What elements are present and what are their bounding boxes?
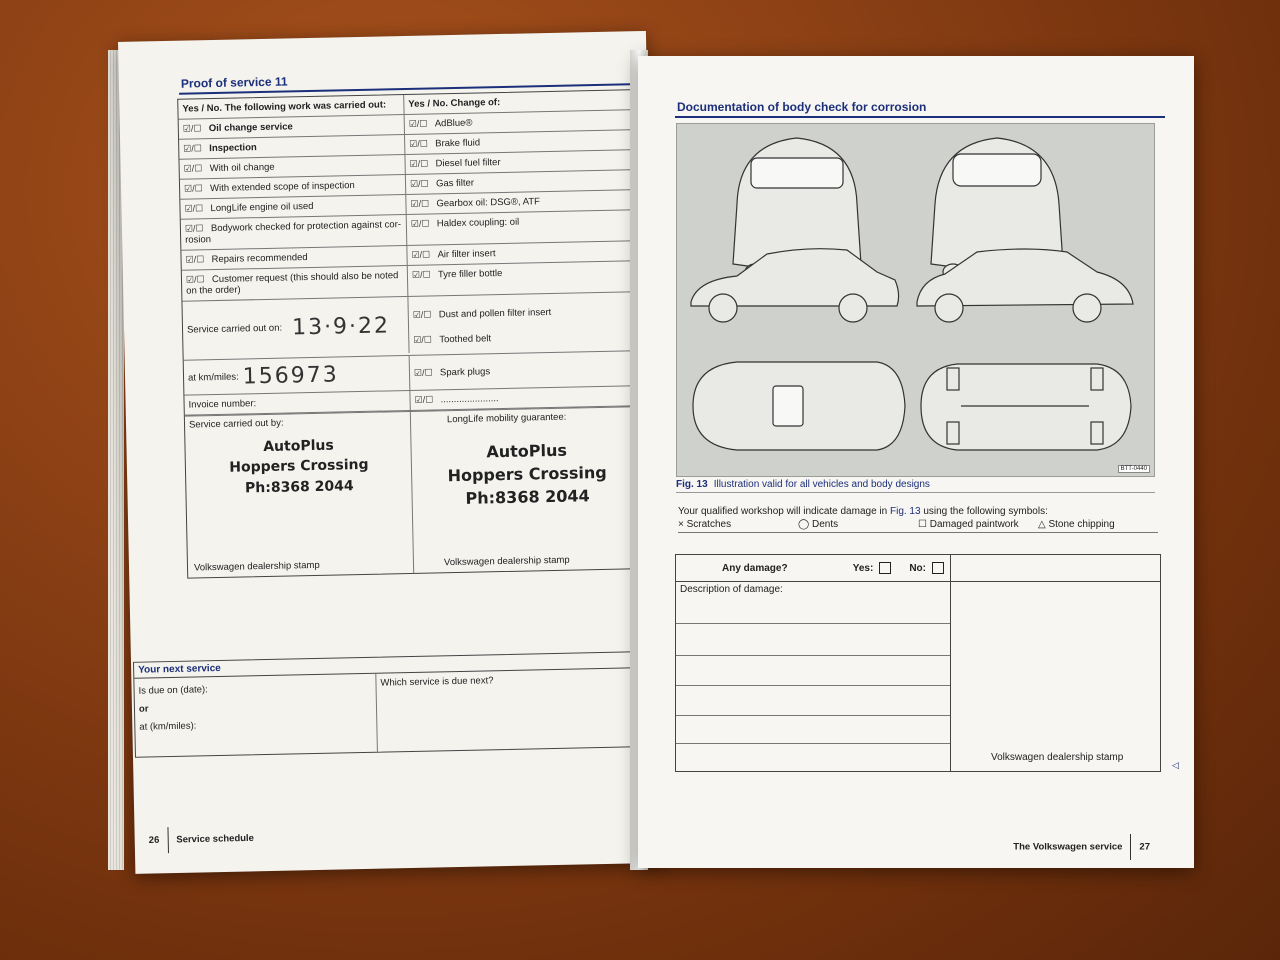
checkbox[interactable]: ☑/☐ [411,269,431,280]
next-service-box [133,651,639,758]
continue-arrow-icon: ◁ [1172,760,1179,770]
no-label: No: [909,562,926,574]
checkbox[interactable]: ☑/☐ [185,274,205,285]
checkbox[interactable]: ☑/☐ [183,183,203,194]
dealer-stamp-label: Volkswagen dealership stamp [443,554,570,569]
checkbox[interactable]: ☑/☐ [182,123,202,134]
km-value[interactable]: 156973 [242,361,339,389]
figure-code: BTT-0440 [1118,465,1150,473]
description-label: Description of damage: [680,584,783,595]
paintwork-symbol: ☐ Damaged paintwork [918,519,1019,530]
damage-stamp-field[interactable] [951,582,1160,771]
stamp-phone: Ph:8368 2044 [465,486,590,509]
checkbox[interactable]: ☑/☐ [414,394,434,405]
checkbox[interactable]: ☑/☐ [409,138,428,149]
page-number: 27 [1139,841,1150,853]
row-label: Brake fluid [435,137,481,150]
figure-caption-text: Illustration valid for all vehicles and body designs [713,479,930,490]
stamp-place: Hoppers Crossing [447,463,607,486]
yes-label: Yes: [852,562,874,574]
row-label: Repairs recommended [211,252,308,266]
carried-by-label: Service carried out by: [188,417,284,431]
stamp-name: AutoPlus [263,437,334,456]
row-label: Toothed belt [439,333,492,346]
figure-link[interactable]: Fig. 13 [889,506,921,517]
dealer-stamp-label: Volkswagen dealership stamp [193,559,320,574]
checkbox[interactable]: ☑/☐ [411,249,431,260]
row-label: Customer request (this should also be noted on the order) [186,270,399,297]
due-km-label[interactable]: at (km/miles): [139,720,197,733]
checkbox[interactable]: ☑/☐ [183,163,203,174]
km-label: at km/miles: [187,371,239,384]
caption-rule [676,492,1155,493]
stamp-row [185,406,650,578]
row-label: Spark plugs [439,365,491,378]
any-damage-label: Any damage? [722,562,788,574]
due-date-label[interactable]: Is due on (date): [138,684,208,697]
checkbox[interactable]: ☑/☐ [408,118,428,129]
or-label: or [138,703,149,715]
service-date-row [182,292,645,361]
figure-caption [676,479,930,490]
checkbox[interactable]: ☑/☐ [183,143,202,154]
page-number: 26 [148,834,160,847]
car-outline-icon [677,124,1154,476]
symbol-legend [678,519,1158,533]
car-diagram[interactable] [676,123,1155,477]
dealer-stamp-left [193,434,404,499]
row-label: Air filter insert [437,248,496,261]
no-checkbox[interactable] [932,562,944,574]
dealer-stamp-right [421,437,632,511]
invoice-label: Invoice number: [184,391,410,415]
checkbox[interactable]: ☑/☐ [410,198,430,209]
title-rule [675,116,1165,118]
yes-checkbox[interactable] [879,562,891,574]
dotted-line: ...................... [440,393,499,406]
damage-description-field[interactable] [676,582,951,771]
figure-label: Fig. 13 [676,479,708,490]
left-page [118,31,663,874]
left-footer [148,825,254,853]
doc-title: Documentation of body check for corrosion [677,100,927,114]
row-label: Oil change service [208,121,293,135]
section-name: Service schedule [176,832,255,846]
right-footer [1013,834,1150,860]
stamp-name: AutoPlus [486,440,568,462]
row-label: Tyre filler bottle [437,268,503,281]
change-header: Yes / No. Change of: [408,97,501,110]
dents-symbol: ◯ Dents [798,519,839,530]
checkbox[interactable]: ☑/☐ [184,223,204,234]
mobility-label: LongLife mobility guarantee: [446,411,567,426]
checkbox[interactable]: ☑/☐ [413,334,433,345]
row-label: Haldex coupling: oil [436,216,520,230]
row-label: Gearbox oil: DSG®, ATF [436,196,541,210]
row-label: Dust and pollen filter insert [438,306,552,321]
row-label: AdBlue® [434,117,473,130]
which-service-label[interactable]: Which service is due next? [380,675,494,689]
row-label: With oil change [209,161,275,175]
row-label: Bodywork checked for protection against cor-rosion [185,219,402,246]
instructions-text: Your qualified workshop will indicate damage in Fig. 13 using the following symbols: [678,506,1048,517]
work-header: Yes / No. The following work was carried out: [178,95,404,119]
stone-chipping-symbol: △ Stone chipping [1038,519,1115,530]
checkbox[interactable]: ☑/☐ [413,366,433,378]
checkbox[interactable]: ☑/☐ [410,218,430,229]
dealer-stamp-label: Volkswagen dealership stamp [991,752,1124,763]
row-label: With extended scope of inspection [209,180,355,195]
checkbox[interactable]: ☑/☐ [185,254,205,265]
row-label: Diesel fuel filter [435,157,501,170]
service-table [177,89,651,579]
scratches-symbol: × Scratches [678,519,732,530]
checkbox[interactable]: ☑/☐ [409,178,429,189]
damage-table [675,554,1161,772]
checkbox[interactable]: ☑/☐ [412,309,432,320]
stamp-place: Hoppers Crossing [229,457,369,477]
proof-title: Proof of service 11 [180,74,288,91]
checkbox[interactable]: ☑/☐ [409,158,429,169]
next-service-title: Your next service [134,652,636,679]
stamp-phone: Ph:8368 2044 [244,477,354,497]
row-label: Gas filter [435,177,475,190]
row-label: LongLife engine oil used [210,200,314,215]
service-on-label: Service carried out on: [186,322,283,336]
section-name: The Volkswagen service [1013,841,1123,853]
service-date-value[interactable]: 13·9·22 [291,312,391,340]
right-page [638,56,1194,868]
row-label: Inspection [209,142,257,155]
checkbox[interactable]: ☑/☐ [184,203,204,214]
